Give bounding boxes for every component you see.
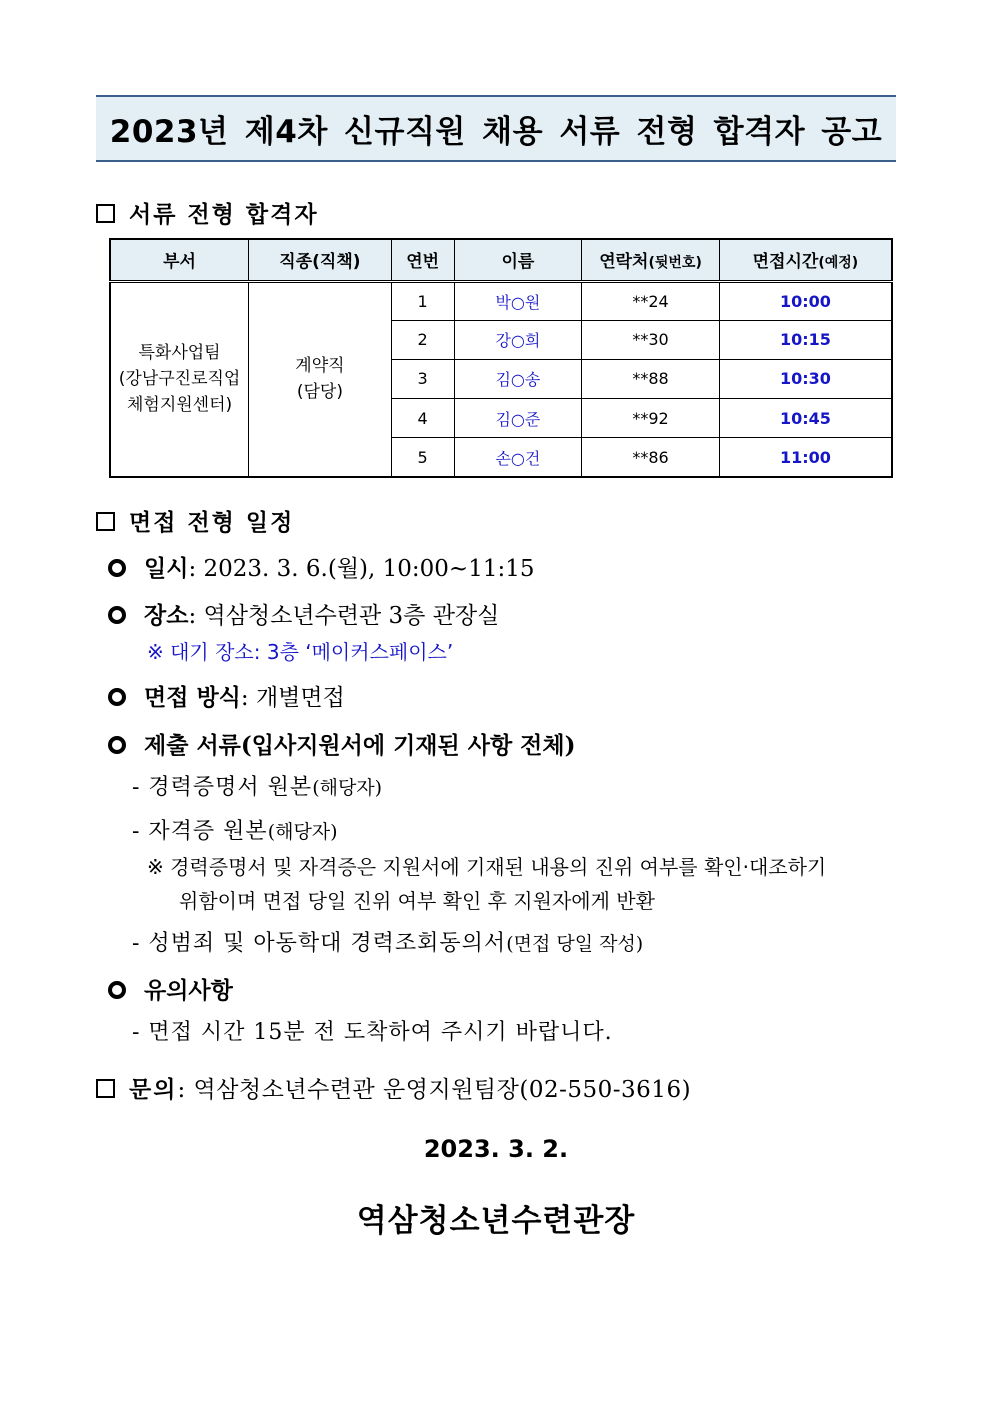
row-contact: **92 <box>582 399 720 438</box>
item-caution <box>108 972 233 1005</box>
job-type-cell: 계약직 (담당) <box>249 281 392 477</box>
title-box <box>96 95 896 162</box>
row-time: 10:00 <box>719 281 892 320</box>
table-header-row <box>110 239 892 281</box>
row-contact: **24 <box>582 281 720 320</box>
section-inquiry <box>96 1071 691 1104</box>
document-note-line1: ※ 경력증명서 및 자격증은 지원서에 기재된 내용의 진위 여부를 확인·대조하기 <box>147 855 827 879</box>
square-bullet-icon <box>96 204 115 223</box>
square-bullet-icon <box>96 512 115 531</box>
row-name: 김○송 <box>454 359 582 398</box>
circle-bullet-icon <box>108 688 126 706</box>
row-contact: **86 <box>582 438 720 477</box>
row-no: 3 <box>391 359 454 398</box>
row-name: 박○원 <box>454 281 582 320</box>
signature: 역삼청소년수련관장 <box>356 1203 636 1239</box>
col-header-no: 연번 <box>391 239 454 281</box>
inquiry-value: : 역삼청소년수련관 운영지원팀장(02-550-3616) <box>177 1077 692 1103</box>
row-name: 손○건 <box>454 438 582 477</box>
item-method <box>108 679 345 712</box>
document-item-3: - 성범죄 및 아동학대 경력조회동의서(면접 당일 작성) <box>132 931 644 956</box>
method-value: : 개별면접 <box>240 685 345 711</box>
circle-bullet-icon <box>108 981 126 999</box>
row-name: 강○희 <box>454 320 582 359</box>
row-no: 5 <box>391 438 454 477</box>
document-item-1: - 경력증명서 원본(해당자) <box>132 775 383 800</box>
announcement-date: 2023. 3. 2. <box>423 1135 569 1163</box>
col-header-job: 직종(직책) <box>249 239 392 281</box>
row-no: 4 <box>391 399 454 438</box>
row-contact: **88 <box>582 359 720 398</box>
row-no: 1 <box>391 281 454 320</box>
method-label: 면접 방식 <box>144 684 241 711</box>
document-item-2: - 자격증 원본(해당자) <box>132 819 338 844</box>
col-header-dept: 부서 <box>110 239 249 281</box>
passer-table <box>109 238 893 478</box>
section-interview-schedule <box>96 504 294 537</box>
inquiry-label: 문의 <box>129 1076 178 1103</box>
place-value: : 역삼청소년수련관 3층 관장실 <box>188 603 500 629</box>
caution-text: - 면접 시간 15분 전 도착하여 주시기 바랍니다. <box>132 1020 613 1045</box>
datetime-label: 일시 <box>144 555 189 582</box>
circle-bullet-icon <box>108 559 126 577</box>
section-heading: 서류 전형 합격자 <box>129 201 319 228</box>
item-datetime <box>108 550 534 583</box>
table-row <box>110 281 892 320</box>
row-contact: **30 <box>582 320 720 359</box>
documents-label: 제출 서류(입사지원서에 기재된 사항 전체) <box>144 732 576 759</box>
row-time: 10:30 <box>719 359 892 398</box>
department-cell: 특화사업팀 (강남구진로직업 체험지원센터) <box>110 281 249 477</box>
circle-bullet-icon <box>108 736 126 754</box>
circle-bullet-icon <box>108 606 126 624</box>
row-time: 11:00 <box>719 438 892 477</box>
row-no: 2 <box>391 320 454 359</box>
page-title: 2023년 제4차 신규직원 채용 서류 전형 합격자 공고 <box>109 114 883 150</box>
col-header-contact: 연락처(뒷번호) <box>582 239 720 281</box>
datetime-value: : 2023. 3. 6.(월), 10:00~11:15 <box>188 556 535 582</box>
col-header-time: 면접시간(예정) <box>719 239 892 281</box>
item-documents <box>108 727 576 760</box>
caution-label: 유의사항 <box>144 977 233 1004</box>
document-note-line2: 위함이며 면접 당일 진위 여부 확인 후 지원자에게 반환 <box>179 889 655 913</box>
row-name: 김○준 <box>454 399 582 438</box>
square-bullet-icon <box>96 1079 115 1098</box>
item-place <box>108 597 499 630</box>
row-time: 10:45 <box>719 399 892 438</box>
place-label: 장소 <box>144 602 189 629</box>
section-document-screening <box>96 196 319 229</box>
section-heading: 면접 전형 일정 <box>129 509 295 536</box>
row-time: 10:15 <box>719 320 892 359</box>
col-header-name: 이름 <box>454 239 582 281</box>
waiting-place-note: ※ 대기 장소: 3층 ‘메이커스페이스’ <box>147 640 454 664</box>
